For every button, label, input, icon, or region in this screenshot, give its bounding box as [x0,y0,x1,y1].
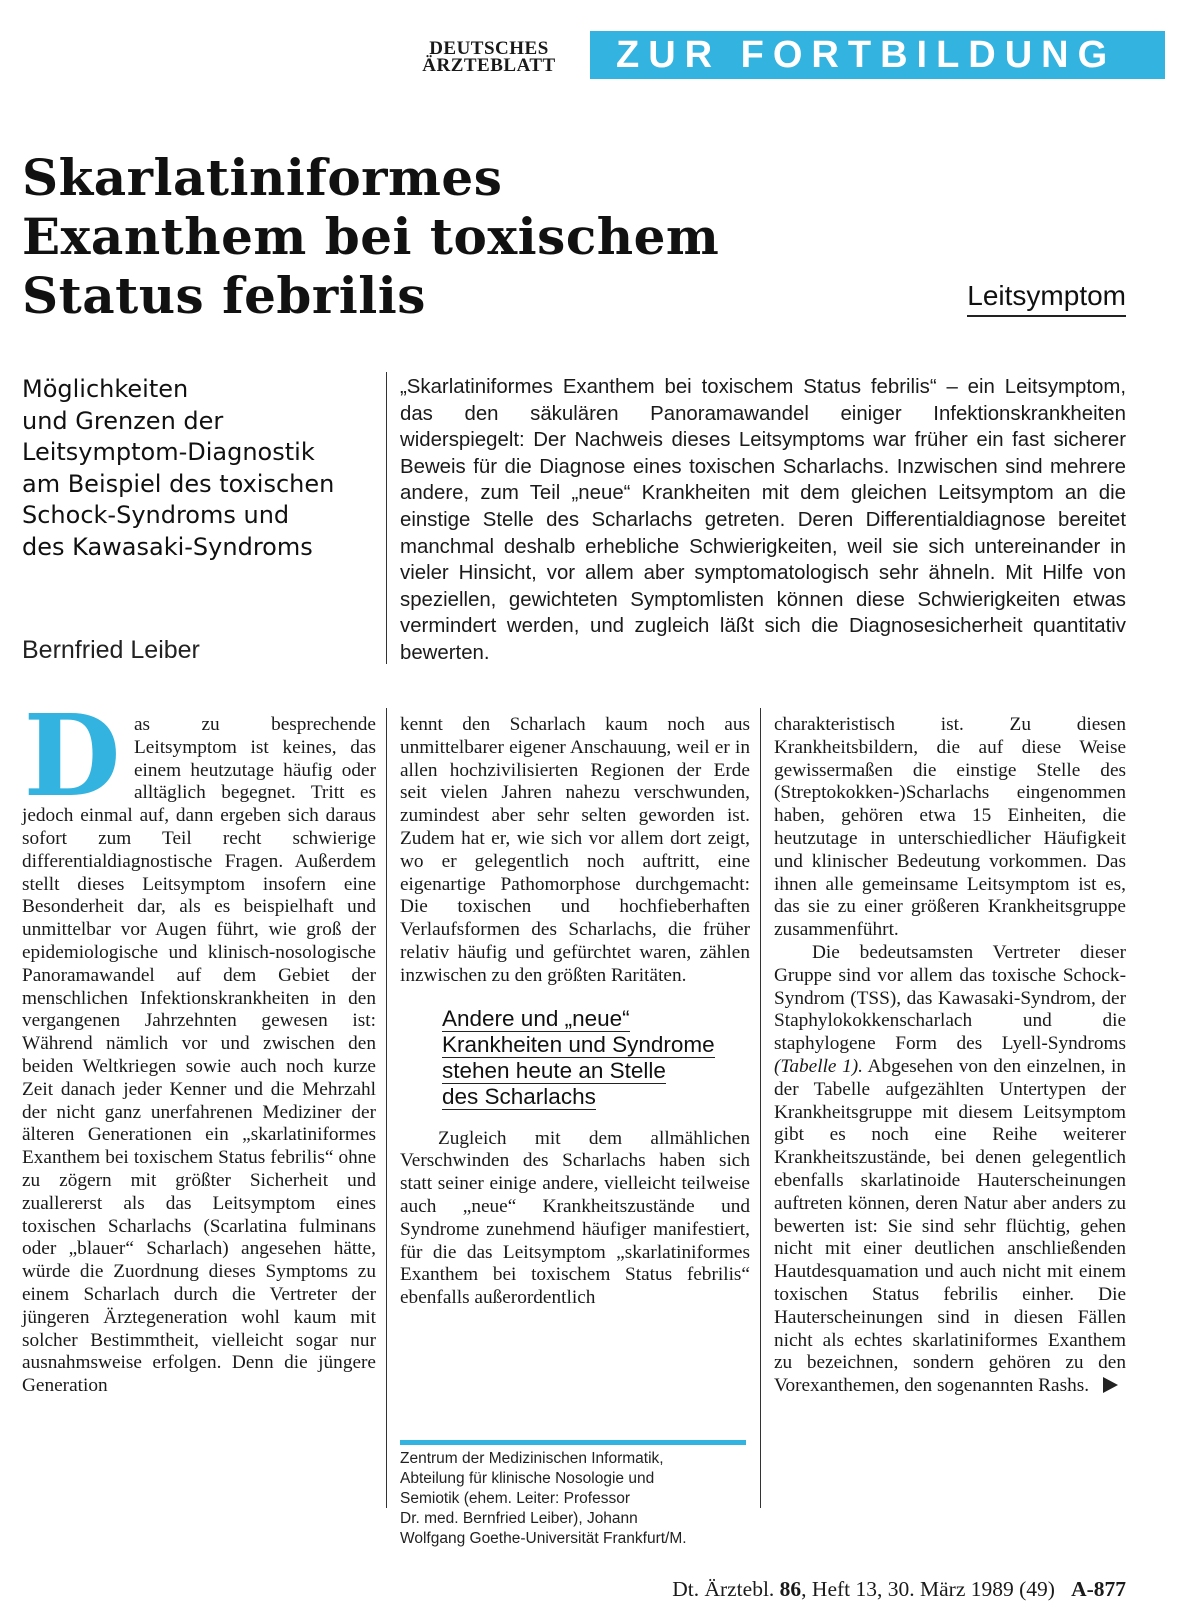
affiliation-line: Abteilung für klinische Nosologie und [400,1470,655,1487]
page-footer [672,1577,1126,1602]
body-column-3 [774,714,1126,1398]
footer-issue: , Heft 13, 30. März 1989 (49) [801,1577,1055,1601]
body-paragraph [774,942,1126,1398]
affiliation-line: Wolfgang Goethe-Universität Frankfurt/M. [400,1530,687,1547]
section-subheading [442,1006,737,1110]
affiliation-line: Zentrum der Medizinischen Informatik, [400,1450,664,1467]
article-title-line1: Skarlatiniformes [22,148,503,207]
table-reference: (Tabelle 1). [774,1055,863,1077]
subtitle-line: am Beispiel des toxischen [22,469,335,498]
article-title-line2: Exanthem bei toxischem [22,207,720,266]
column-divider [386,708,387,1508]
body-text: Die bedeutsamsten Vertreter dieser Gruppe sind vor allem das toxische Schock-Syndrom (TSS), das Kawasaki-Syndrom, der Staphylokokkenscharlach und die staphylogene Form des Lyell-Syndroms [774,941,1126,1055]
footer-volume: 86 [779,1577,802,1601]
subtitle-line: und Grenzen der [22,406,224,435]
body-paragraph: Zugleich mit dem allmählichen Verschwinden des Scharlachs haben sich statt seiner einige andere, vielleicht teilweise auch „neue“ Krankheitszustände und Syndrome zunehmend häufiger manifestiert, für die das Leitsymptom „skarlatiniformes Exanthem bei toxischem Status febrilis“ ebenfalls außerordentlich [400,1127,750,1309]
author-name: Bernfried Leiber [22,636,200,664]
body-paragraph: kennt den Scharlach kaum noch aus unmittelbarer eigener Anschauung, weil er in allen hochzivilisierten Regionen der Erde seit vielen Jahren nahezu verschwunden, zumindest aber sehr selten geworden ist. Zudem hat er, wie sich vor allem dort zeigt, wo er gelegentlich noch auftritt, eine eigenartige Pathomorphose durchgemacht: Die toxischen und hochfieberhaften Verlaufsformen des Scharlachs, die früher relativ häufig und gefürchtet waren, zählen inzwischen zu den größten Raritäten. [400,714,750,986]
body-text: Abgesehen von den einzelnen, in der Tabelle aufgezählten Untertypen der Krankheitsgruppe mit diesem Leitsymptom gibt es noch eine Reihe weiterer Krankheitszustände, bei denen gelegentlich ebenfalls skarlatinoide Hauterscheinungen auftreten können, deren Natur aber anders zu bewerten ist: Sie sind sehr flüchtig, gehen nicht mit einer deutlichen anschließenden Hautdesquamation und auch nicht mit einem toxischen Status febrilis einher. Die Hauterscheinungen sind in diesen Fällen nicht als echtes skarlatiniformes Exanthem zu bezeichnen, sondern gehören zu den Vorexanthemen, den sogenannten Rashs. [774,1055,1126,1397]
section-banner-text: ZUR FORTBILDUNG [616,34,1117,76]
affiliation-rule [400,1440,746,1445]
affiliation-line: Semiotik (ehem. Leiter: Professor [400,1490,631,1507]
article-subtitle [22,374,382,563]
author-affiliation [400,1449,746,1549]
article-title-line3: Status febrilis [22,266,426,325]
subheading-line: stehen heute an Stelle [442,1057,666,1083]
category-label: Leitsymptom [967,279,1126,317]
subtitle-line: Schock-Syndroms und [22,501,290,529]
subtitle-line: des Kawasaki-Syndroms [22,532,313,561]
subtitle-line: Möglichkeiten [22,375,189,403]
section-banner [590,31,1165,79]
body-paragraph: as zu besprechende Leitsymptom ist keines, das einem heutzutage häufig oder alltäglich begegnet. Tritt es jedoch einmal auf, dann ergeben sich daraus sofort zum Teil recht schwierige differentialdiagnostische Fragen. Außerdem stellt dieses Leitsymptom insofern eine Besonderheit dar, als es beispielhaft und unmittelbar vor Augen führt, wie groß der epidemiologische und klinisch-nosologische Panoramawandel auf dem Gebiet der menschlichen Infektionskrankheiten in den vergangenen Jahrzehnten gewesen ist: Während nämlich vor und zwischen den beiden Weltkriegen sowie auch noch kurze Zeit danach jeder Kenner und die Mehrzahl der nicht ganz unerfahrenen Mediziner der älteren Generationen ein „skarlatiniformes Exanthem bei toxischem Status febrilis“ ohne zu zögern mit größter Sicherheit und zuallererst als das Leitsymptom eines toxischen Scharlachs (Scarlatina fulminans oder „blauer“ Scharlach) angesehen hätte, würde die Zuordnung dieses Symptoms zu einem Scharlach durch die Vertreter der jüngeren Ärztegeneration wohl kaum mit solcher Bestimmtheit, vielleicht sogar nur ausnahmsweise erfolgen. Denn die jüngere Generation [22,714,376,1397]
column-divider [760,708,761,1508]
journal-logo-line2: ÄRZTEBLATT [422,55,556,76]
journal-logo-line1: DEUTSCHES [429,38,549,59]
subheading-line: Andere und „neue“ [442,1005,630,1031]
footer-journal: Dt. Ärztebl. [672,1577,775,1601]
body-paragraph: charakteristisch ist. Zu diesen Krankheitsbildern, die auf diese Weise gewissermaßen die einstige Stelle des (Streptokokken-)Scharlachs eingenommen haben, gehören etwa 15 Einheiten, die heutzutage in unterschiedlicher Häufigkeit und klinischer Bedeutung vorkommen. Das ihnen alle gemeinsame Leitsymptom ist es, das sie zu einer größeren Krankheitsgruppe zusammenführt. [774,714,1126,941]
article-title [22,148,842,325]
subheading-line: des Scharlachs [442,1083,596,1109]
subheading-line: Krankheiten und Syndrome [442,1031,715,1057]
affiliation-line: Dr. med. Bernfried Leiber), Johann [400,1510,638,1527]
body-column-2 [400,714,750,1310]
drop-cap: D [23,691,121,822]
body-column-1 [22,691,376,1398]
article-abstract: „Skarlatiniformes Exanthem bei toxischem Status febrilis“ – ein Leitsymptom, das den säkulären Panoramawandel einiger Infektionskrankheiten widerspiegelt: Der Nachweis dieses Leitsymptoms war früher ein fast sicherer Beweis für die Diagnose eines toxischen Scharlachs. Inzwischen sind mehrere andere, zum Teil „neue“ Krankheiten mit dem gleichen Leitsymptom an die einstige Stelle des Scharlachs getreten. Deren Differentialdiagnose bereitet manchmal deshalb erhebliche Schwierigkeiten, weil sie sich untereinander in vieler Hinsicht, vor allem aber symptomatologisch sehr ähneln. Mit Hilfe von speziellen, gewichteten Symptomlisten können diese Schwierigkeiten etwas vermindert werden, und zugleich läßt sich die Diagnosesicherheit quantitativ bewerten. [400,376,1126,664]
journal-logo [405,40,573,74]
page-number: A-877 [1071,1577,1126,1601]
subtitle-line: Leitsymptom-Diagnostik [22,438,315,466]
column-divider [386,372,387,664]
continue-arrow-icon [1103,1377,1118,1393]
